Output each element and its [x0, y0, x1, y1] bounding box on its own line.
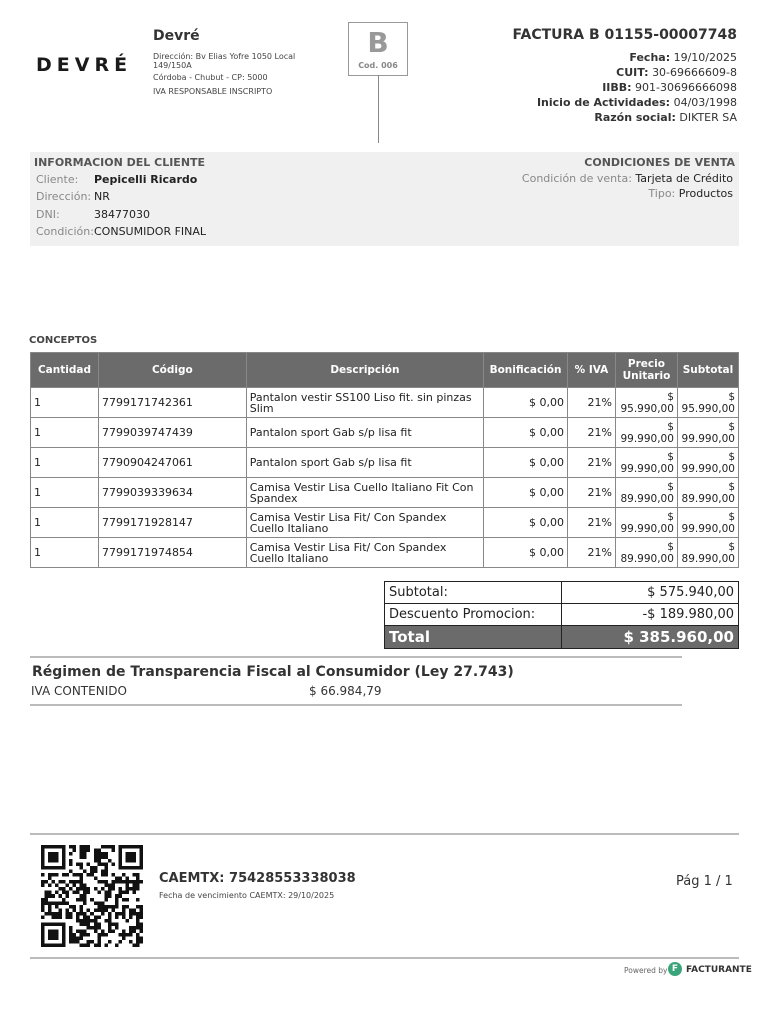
item-desc: Camisa Vestir Lisa Fit/ Con Spandex Cuello Italiano: [246, 538, 483, 568]
footer-divider-top: [30, 833, 739, 835]
total-label: Total: [385, 626, 562, 649]
qr-code: [39, 845, 145, 947]
col-subtotal: Subtotal: [677, 353, 738, 388]
table-row: [31, 388, 739, 418]
client-address-row: Dirección: NR: [36, 190, 110, 203]
discount-value: -$ 189.980,00: [562, 604, 739, 626]
item-code: 7799171928147: [98, 508, 246, 538]
col-precio-unitario: Precio Unitario: [615, 353, 677, 388]
col-bonificacion: Bonificación: [484, 353, 568, 388]
iva-contenido-label: IVA CONTENIDO: [31, 684, 127, 698]
invoice-letter-box: [348, 22, 408, 76]
client-info-title: INFORMACION DEL CLIENTE: [34, 156, 206, 169]
table-row: [31, 478, 739, 508]
company-address-line2: 149/150A: [153, 61, 192, 70]
item-bonif: $ 0,00: [484, 418, 568, 448]
col-cantidad: Cantidad: [31, 353, 99, 388]
item-qty: 1: [31, 448, 99, 478]
item-unit-price: $ 95.990,00: [615, 388, 677, 418]
sale-condition-row: Condición de venta: Tarjeta de Crédito: [521, 172, 733, 185]
item-unit-price: $ 89.990,00: [615, 478, 677, 508]
discount-row: [385, 604, 739, 626]
discount-label: Descuento Promocion:: [385, 604, 562, 626]
item-qty: 1: [31, 418, 99, 448]
regimen-divider-bottom: [30, 704, 682, 706]
item-code: 7799039339634: [98, 478, 246, 508]
sale-type-row: Tipo: Productos: [648, 187, 733, 200]
client-name-row: Cliente: Pepicelli Ricardo: [36, 173, 198, 186]
item-unit-price: $ 99.990,00: [615, 508, 677, 538]
item-unit-price: $ 99.990,00: [615, 418, 677, 448]
item-qty: 1: [31, 508, 99, 538]
table-row: [31, 418, 739, 448]
invoice-cuit: CUIT: 30-69666609-8: [616, 66, 737, 79]
totals-table: [384, 581, 739, 649]
item-bonif: $ 0,00: [484, 478, 568, 508]
invoice-title: FACTURA B 01155-00007748: [512, 27, 737, 43]
item-desc: Camisa Vestir Lisa Fit/ Con Spandex Cuello Italiano: [246, 508, 483, 538]
item-subtotal: $ 99.990,00: [677, 448, 738, 478]
facturante-logo-icon: F: [668, 962, 682, 976]
client-info-panel: [30, 152, 739, 246]
col-descripcion: Descripción: [246, 353, 483, 388]
items-header-row: [31, 353, 739, 388]
regimen-divider-top: [30, 656, 682, 658]
client-dni-row: DNI: 38477030: [36, 208, 150, 221]
item-iva: 21%: [568, 538, 616, 568]
item-subtotal: $ 99.990,00: [677, 508, 738, 538]
item-desc: Pantalon sport Gab s/p lisa fit: [246, 448, 483, 478]
subtotal-row: [385, 582, 739, 604]
item-desc: Pantalon vestir SS100 Liso fit. sin pinzas Slim: [246, 388, 483, 418]
invoice-date: Fecha: 19/10/2025: [629, 51, 737, 64]
invoice-letter: B: [367, 26, 389, 59]
sale-conditions-title: CONDICIONES DE VENTA: [584, 156, 735, 169]
iva-contenido-value: $ 66.984,79: [309, 684, 382, 698]
item-subtotal: $ 95.990,00: [677, 388, 738, 418]
item-desc: Pantalon sport Gab s/p lisa fit: [246, 418, 483, 448]
item-code: 7790904247061: [98, 448, 246, 478]
item-subtotal: $ 99.990,00: [677, 418, 738, 448]
company-address-line1: Dirección: Bv Elias Yofre 1050 Local: [153, 52, 296, 61]
cae-number: CAEMTX: 75428553338038: [159, 871, 356, 886]
items-table: [30, 352, 739, 568]
item-unit-price: $ 99.990,00: [615, 448, 677, 478]
table-row: [31, 538, 739, 568]
invoice-letter-code: Cod. 006: [358, 61, 398, 70]
item-bonif: $ 0,00: [484, 508, 568, 538]
item-bonif: $ 0,00: [484, 448, 568, 478]
subtotal-label: Subtotal:: [385, 582, 562, 604]
item-iva: 21%: [568, 448, 616, 478]
powered-by-text: Powered by: [624, 966, 668, 975]
item-unit-price: $ 89.990,00: [615, 538, 677, 568]
item-qty: 1: [31, 388, 99, 418]
table-row: [31, 448, 739, 478]
total-value: $ 385.960,00: [562, 626, 739, 649]
item-qty: 1: [31, 478, 99, 508]
item-subtotal: $ 89.990,00: [677, 478, 738, 508]
facturante-brand: FACTURANTE: [686, 965, 752, 975]
footer-divider-bottom: [30, 957, 739, 959]
item-iva: 21%: [568, 478, 616, 508]
company-address-line3: Córdoba - Chubut - CP: 5000: [153, 73, 268, 82]
subtotal-value: $ 575.940,00: [562, 582, 739, 604]
table-row: [31, 508, 739, 538]
cae-due-date: Fecha de vencimiento CAEMTX: 29/10/2025: [159, 891, 335, 900]
item-iva: 21%: [568, 418, 616, 448]
client-condition-row: Condición:CONSUMIDOR FINAL: [36, 225, 207, 238]
item-subtotal: $ 89.990,00: [677, 538, 738, 568]
col-iva: % IVA: [568, 353, 616, 388]
header-divider: [378, 75, 379, 143]
company-name: Devré: [153, 28, 200, 44]
item-qty: 1: [31, 538, 99, 568]
col-codigo: Código: [98, 353, 246, 388]
item-code: 7799171974854: [98, 538, 246, 568]
invoice-iibb: IIBB: 901-30696666098: [602, 81, 737, 94]
item-desc: Camisa Vestir Lisa Cuello Italiano Fit Con Spandex: [246, 478, 483, 508]
invoice-company-name: Razón social: DIKTER SA: [594, 111, 737, 124]
regimen-title: Régimen de Transparencia Fiscal al Consumidor (Ley 27.743): [32, 664, 514, 680]
item-code: 7799039747439: [98, 418, 246, 448]
item-iva: 21%: [568, 508, 616, 538]
company-iva-condition: IVA RESPONSABLE INSCRIPTO: [153, 87, 273, 96]
invoice-start-date: Inicio de Actividades: 04/03/1998: [536, 96, 737, 109]
items-section-title: CONCEPTOS: [29, 335, 98, 346]
item-bonif: $ 0,00: [484, 538, 568, 568]
item-iva: 21%: [568, 388, 616, 418]
item-code: 7799171742361: [98, 388, 246, 418]
item-bonif: $ 0,00: [484, 388, 568, 418]
company-logo: DEVRÉ: [36, 54, 133, 76]
page-number: Pág 1 / 1: [676, 874, 733, 889]
total-row: [385, 626, 739, 649]
